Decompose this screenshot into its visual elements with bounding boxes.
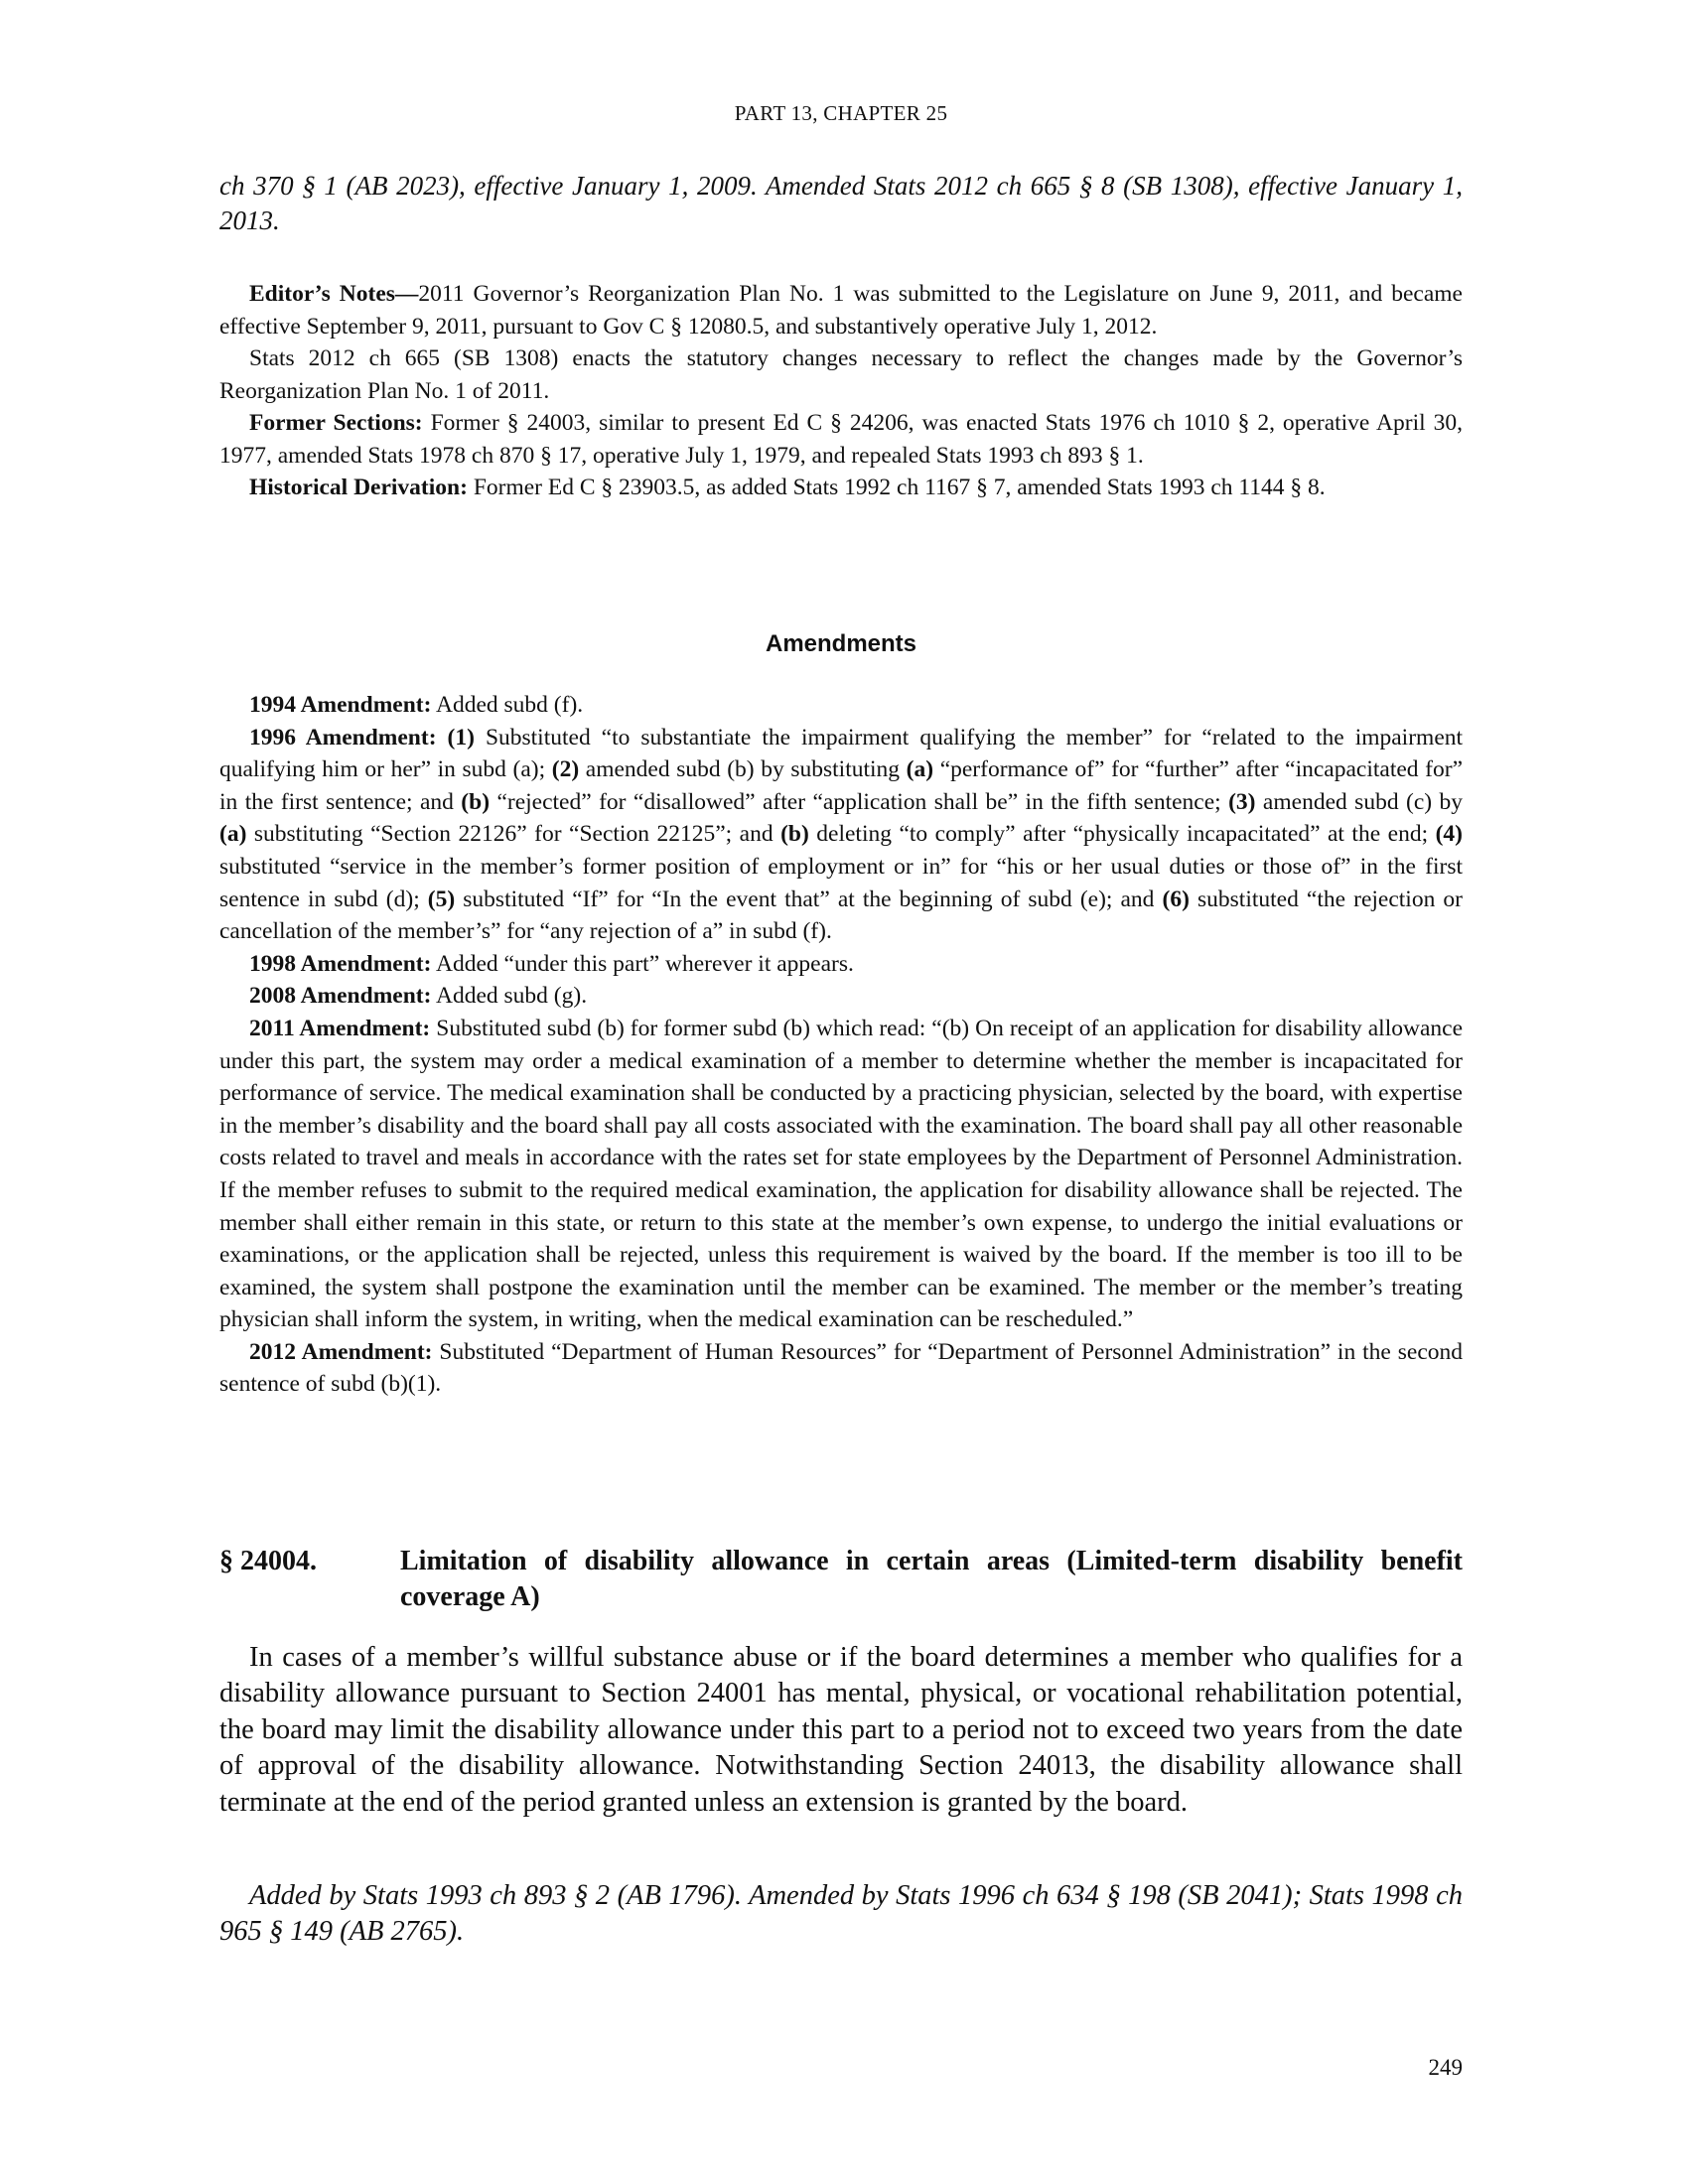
amendment-text: “performance of” for “further” after “incapacitated for” in the first sentence; and	[219, 756, 1463, 815]
amendment-text: substituted “the rejection or cancellation of the member’s” for “any rejection of a” in subd (f).	[219, 886, 1463, 945]
amendment-label: 2012 Amendment:	[249, 1338, 433, 1365]
amendment-label: 2011 Amendment:	[249, 1015, 431, 1041]
section-number: § 24004.	[219, 1546, 317, 1576]
note-label: Historical Derivation:	[249, 475, 468, 500]
editor-notes	[219, 278, 1463, 504]
amendment-label: 1994 Amendment:	[249, 692, 432, 718]
item-marker: (6)	[1162, 886, 1190, 912]
item-marker: (a)	[906, 756, 934, 783]
amendment-label: 2008 Amendment:	[249, 983, 432, 1010]
amendment-text: Substituted subd (b) for former subd (b) which read: “(b) On receipt of an application for disability allowance under this part, the system may order a medical examination of a member to determine whether the member is incapacitated for performance of service. The medical examination shall be conducted by a practicing physician, selected by the board, with expertise in the member’s disability and the board shall pay all costs associated with the examination. The board shall pay all other reasonable costs related to travel and meals in accordance with the rates set for state employees by the Department of Personnel Administration. If the member refuses to submit to the required medical examination, the application for disability allowance shall be rejected. The member shall either remain in this state, or return to this state at the member’s own expense, to undergo the initial evaluations or examinations, or the application shall be rejected, unless this requirement is waived by the board. If the member is too ill to be examined, the system shall postpone the examination until the member can be examined. The member or the member’s treating physician shall inform the system, in writing, when the medical examination can be rescheduled.”	[219, 1015, 1463, 1333]
note-paragraph	[219, 278, 1463, 342]
note-text: Former Ed C § 23903.5, as added Stats 1992 ch 1167 § 7, amended Stats 1993 ch 1144 § 8.	[467, 475, 1326, 500]
amendment-1998	[219, 948, 1463, 981]
note-paragraph	[219, 342, 1463, 407]
item-marker: (5)	[427, 886, 456, 912]
amendment-text: amended subd (b) by substituting	[579, 756, 907, 783]
amendment-2012	[219, 1336, 1463, 1401]
amendment-label: 1996 Amendment:	[249, 724, 437, 751]
item-marker: (3)	[1228, 788, 1256, 815]
amendment-text: substituted “service in the member’s former position of employment or in” for “his or her usual duties or those of” in the first sentence in subd (d);	[219, 853, 1463, 912]
running-head: PART 13, CHAPTER 25	[734, 101, 948, 125]
section-history: Added by Stats 1993 ch 893 § 2 (AB 1796). Amended by Stats 1996 ch 634 § 198 (SB 2041); Stats 1998 ch 965 § 149 (AB 2765).	[219, 1880, 1463, 1947]
amendment-1994	[219, 689, 1463, 722]
amendment-text: Substituted “to substantiate the impairment qualifying the member” for “related to the impairment qualifying him or her” in subd (a);	[219, 724, 1464, 783]
item-marker: (4)	[1435, 821, 1463, 848]
note-text: Stats 2012 ch 665 (SB 1308) enacts the statutory changes necessary to reflect the changes made by the Governor’s Reorganization Plan No. 1 of 2011.	[219, 345, 1463, 404]
history-continuation: ch 370 § 1 (AB 2023), effective January 1, 2009. Amended Stats 2012 ch 665 § 8 (SB 1308), effective January 1, 2013.	[219, 171, 1463, 235]
amendment-2008	[219, 980, 1463, 1013]
amendments-list	[219, 689, 1463, 1401]
amendment-text: Substituted “Department of Human Resources” for “Department of Personnel Administration” in the second sentence of subd (b)(1).	[219, 1338, 1463, 1398]
item-marker: (2)	[551, 756, 580, 783]
item-marker: (a)	[219, 821, 247, 848]
item-marker: (b)	[780, 821, 809, 848]
section-body: In cases of a member’s willful substance abuse or if the board determines a member who qualifies for a disability allowance pursuant to Section 24001 has mental, physical, or vocational rehabilitation potential, the board may limit the disability allowance under this part to a period not to exceed two years from the date of approval of the disability allowance. Notwithstanding Section 24013, the disability allowance shall terminate at the end of the period granted unless an extension is granted by the board.	[219, 1642, 1463, 1818]
amendment-text: Added subd (g).	[431, 983, 588, 1010]
amendment-text: substituting “Section 22126” for “Section 22125”; and	[246, 821, 781, 848]
amendment-text: Added subd (f).	[431, 692, 584, 718]
item-marker: (1)	[447, 724, 475, 751]
amendment-2011	[219, 1013, 1463, 1336]
amendment-text: amended subd (c) by	[1255, 788, 1463, 815]
page-number: 249	[1428, 2055, 1463, 2080]
amendments-heading: Amendments	[765, 630, 917, 657]
section-title: Limitation of disability allowance in certain areas (Limited-term disability benefit coverage A)	[400, 1546, 1463, 1612]
note-paragraph	[219, 407, 1463, 472]
amendment-text: “rejected” for “disallowed” after “application shall be” in the fifth sentence;	[490, 788, 1229, 815]
note-label: Former Sections:	[249, 410, 423, 436]
amendment-text: Added “under this part” wherever it appears.	[431, 950, 854, 977]
note-paragraph	[219, 472, 1463, 504]
note-text: Former § 24003, similar to present Ed C § 24206, was enacted Stats 1976 ch 1010 § 2, operative April 30, 1977, amended Stats 1978 ch 870 § 17, operative July 1, 1979, and repealed Stats 1993 ch 893 § 1.	[219, 410, 1464, 469]
note-text: 2011 Governor’s Reorganization Plan No. 1 was submitted to the Legislature on June 9, 2011, and became effective September 9, 2011, pursuant to Gov C § 12080.5, and substantively operative July 1, 2012.	[219, 281, 1463, 340]
note-label: Editor’s Notes—	[249, 281, 419, 307]
amendment-text: deleting “to comply” after “physically incapacitated” at the end;	[808, 821, 1436, 848]
amendment-text: substituted “If” for “In the event that” at the beginning of subd (e); and	[455, 886, 1163, 912]
amendment-1996	[219, 722, 1463, 948]
amendment-label: 1998 Amendment:	[249, 950, 432, 977]
item-marker: (b)	[461, 788, 491, 815]
